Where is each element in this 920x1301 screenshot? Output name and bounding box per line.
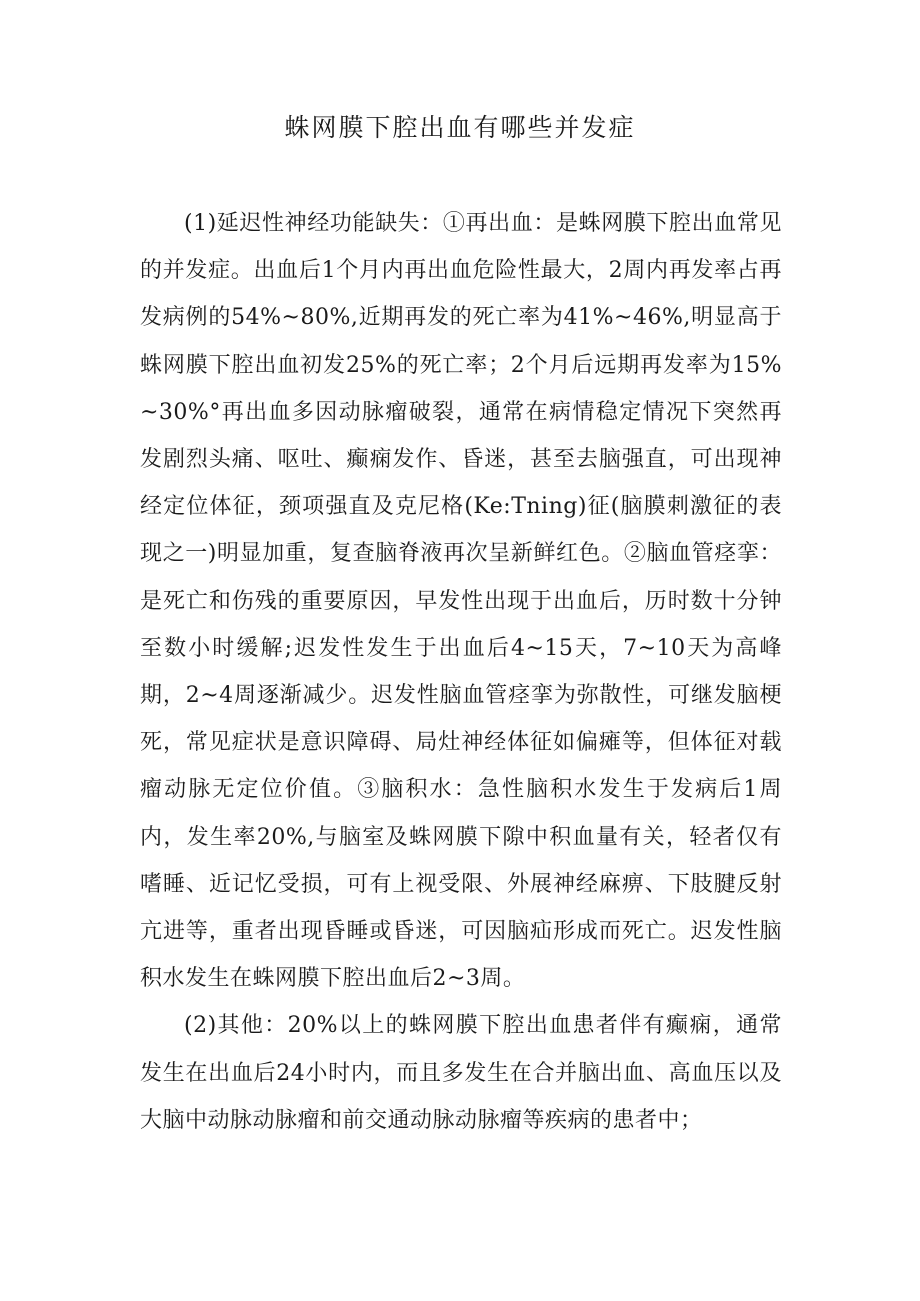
- document-title: 蛛网膜下腔出血有哪些并发症: [284, 113, 636, 142]
- paragraph-complications: (1)延迟性神经功能缺失：①再出血：是蛛网膜下腔出血常见的并发症。出血后1个月内再出血危险性最大，2周内再发率占再发病例的54%~80%,近期再发的死亡率为41%~46%,明显高于蛛网膜下腔出血初发25%的死亡率；2个月后远期再发率为15%~30%°再出血多因动脉瘤破裂，通常在病情稳定情况下突然再发剧烈头痛、呕吐、癫痫发作、昏迷，甚至去脑强直，可出现神经定位体征，颈项强直及克尼格(Ke:Tning)征(脑膜刺激征的表现之一)明显加重，复查脑脊液再次呈新鲜红色。②脑血管痉挛：是死亡和伤残的重要原因，早发性出现于出血后，历时数十分钟至数小时缓解;迟发性发生于出血后4~15天，7~10天为高峰期，2~4周逐渐减少。迟发性脑血管痉挛为弥散性，可继发脑梗死，常见症状是意识障碍、局灶神经体征如偏瘫等，但体征对载瘤动脉无定位价值。③脑积水：急性脑积水发生于发病后1周内，发生率20%,与脑室及蛛网膜下隙中积血量有关，轻者仅有嗜睡、近记忆受损，可有上视受限、外展神经麻痹、下肢腱反射亢进等，重者出现昏睡或昏迷，可因脑疝形成而死亡。迟发性脑积水发生在蛛网膜下腔出血后2~3周。: [140, 211, 782, 992]
- paragraph-other: (2)其他：20%以上的蛛网膜下腔出血患者伴有癫痫，通常发生在出血后24小时内，而且多发生在合并脑出血、高血压以及大脑中动脉动脉瘤和前交通动脉动脉瘤等疾病的患者中；: [140, 1013, 782, 1133]
- document-body: [140, 200, 782, 1144]
